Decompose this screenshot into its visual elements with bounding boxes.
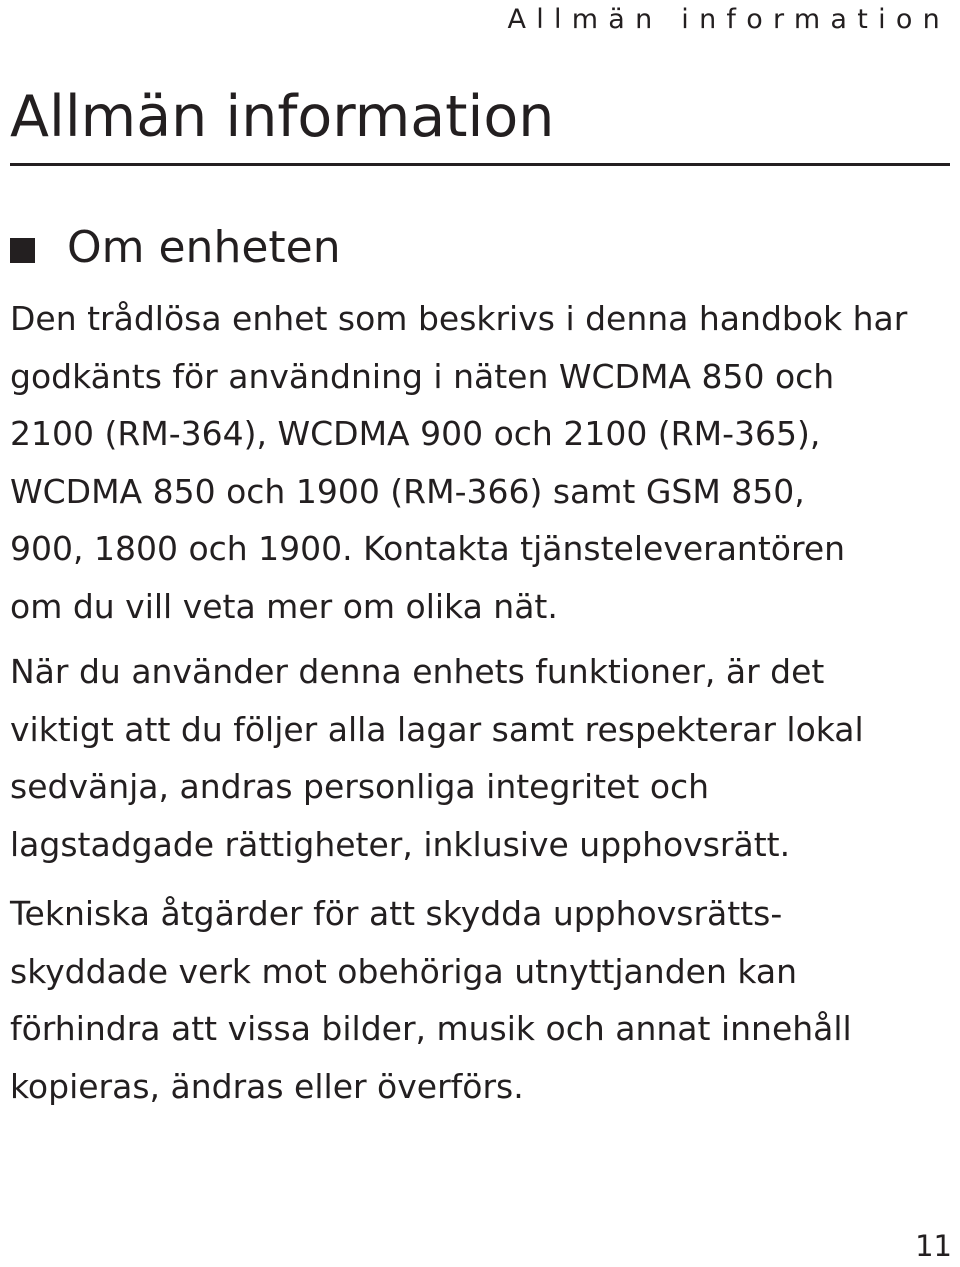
paragraph-line: kopieras, ändras eller överförs. xyxy=(10,1066,524,1106)
paragraph-line: skyddade verk mot obehöriga utnyttjanden kan xyxy=(10,951,798,991)
paragraph-line: Tekniska åtgärder för att skydda upphovsrätts- xyxy=(10,894,783,933)
paragraph-line: 2100 (RM-364), WCDMA 900 och 2100 (RM-365), xyxy=(10,414,821,453)
paragraph-line: om du vill veta mer om olika nät. xyxy=(10,586,558,626)
paragraph-line: När du använder denna enhets funktioner, är det xyxy=(10,652,825,691)
page-number: 11 xyxy=(915,1229,952,1263)
paragraph-line: WCDMA 850 och 1900 (RM-366) samt GSM 850, xyxy=(10,471,805,511)
chapter-title-rule xyxy=(10,163,950,166)
filled-square-icon xyxy=(10,238,35,263)
running-header: Allmän information xyxy=(507,4,950,35)
chapter-title: Allmän information xyxy=(10,84,555,150)
paragraph-network-info xyxy=(10,290,907,635)
paragraph-line: 900, 1800 och 1900. Kontakta tjänsteleverantören xyxy=(10,529,846,568)
paragraph-line: sedvänja, andras personliga integritet och xyxy=(10,767,710,806)
paragraph-line: Den trådlösa enhet som beskrivs i denna handbok har xyxy=(10,299,908,338)
paragraph-line: viktigt att du följer alla lagar samt respekterar lokal xyxy=(10,709,864,749)
section-heading xyxy=(10,218,341,278)
paragraph-legal-notice xyxy=(10,643,864,873)
paragraph-line: förhindra att vissa bilder, musik och annat innehåll xyxy=(10,1009,852,1048)
section-heading-text: Om enheten xyxy=(67,222,341,273)
paragraph-copyright-protection xyxy=(10,885,852,1115)
paragraph-line: lagstadgade rättigheter, inklusive upphovsrätt. xyxy=(10,824,791,864)
paragraph-line: godkänts för användning i näten WCDMA 850 och xyxy=(10,356,835,396)
